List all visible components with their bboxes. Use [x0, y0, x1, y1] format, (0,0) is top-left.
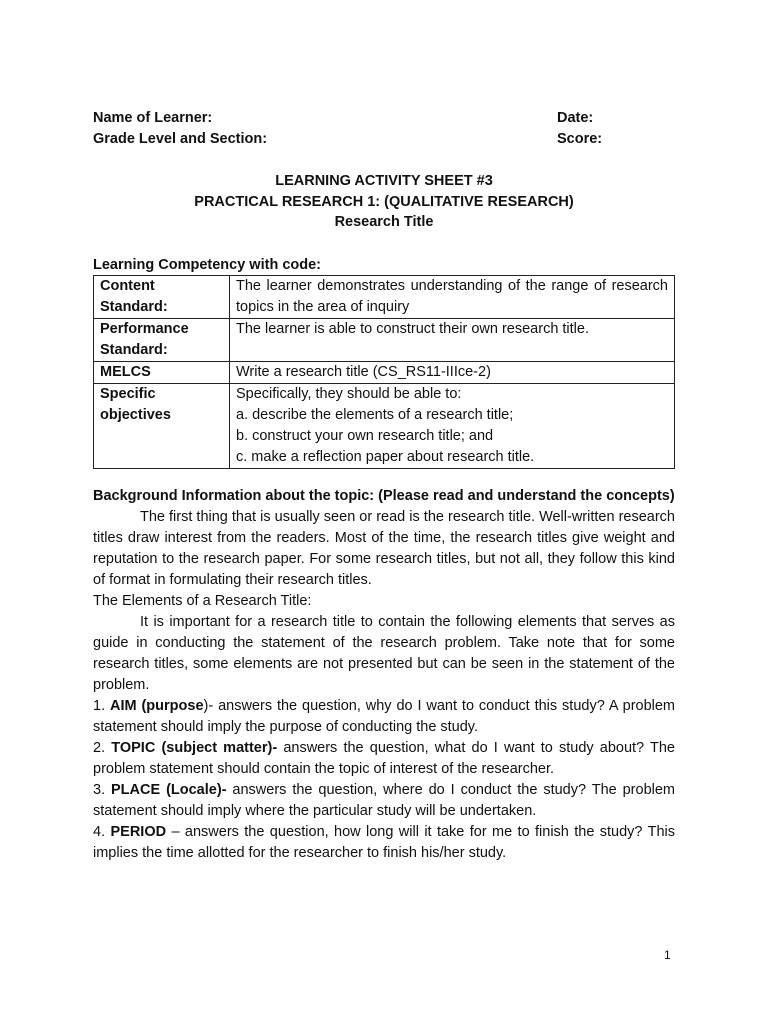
item-text: answers the question, how long will it take for me to finish the study? This implies the time allotted for the researcher to finish his/her study.: [93, 824, 676, 861]
sheet-title: LEARNING ACTIVITY SHEET #3: [275, 173, 493, 189]
item-term: AIM (purpose: [110, 698, 204, 714]
table-key: Content Standard:: [94, 276, 230, 319]
grade-level-label: Grade Level and Section:: [93, 131, 268, 147]
background-heading: Background Information about the topic: (Please read and understand the concepts): [93, 488, 675, 504]
subject-title: PRACTICAL RESEARCH 1: (QUALITATIVE RESEARCH): [194, 194, 574, 210]
objective-item: c. make a reflection paper about research title.: [236, 449, 535, 465]
table-row: [94, 362, 675, 384]
item-term: TOPIC (subject matter)-: [111, 740, 278, 756]
element-item-topic: [93, 738, 675, 780]
topic-title: Research Title: [334, 214, 434, 230]
objective-item: b. construct your own research title; and: [236, 428, 494, 444]
competency-table: [93, 275, 675, 469]
item-number: 3.: [93, 782, 112, 798]
table-row: [94, 319, 675, 362]
elements-paragraph: It is important for a research title to contain the following elements that serves as guide in conducting the statement of the research problem. Take note that for some research titles, some elements are not presented but can be seen in the statement of the problem.: [93, 614, 675, 693]
elements-heading: The Elements of a Research Title:: [93, 593, 312, 609]
item-text: answers the question, where do I conduct the study? The problem statement should imply where the particular study will be undertaken.: [93, 782, 675, 819]
date-label: Date:: [557, 110, 594, 126]
table-key: MELCS: [94, 362, 230, 384]
table-value: Write a research title (CS_RS11-IIIce-2): [230, 362, 675, 384]
name-of-learner-label: Name of Learner:: [93, 110, 213, 126]
table-key: Specific objectives: [94, 384, 230, 469]
table-value: The learner is able to construct their own research title.: [230, 319, 675, 362]
element-item-aim: [93, 696, 675, 738]
element-item-period: [93, 822, 675, 864]
objective-item: a. describe the elements of a research title;: [236, 407, 514, 423]
background-section: [93, 486, 675, 864]
item-separator: )-: [203, 698, 219, 714]
item-number: 2.: [93, 740, 112, 756]
item-number: 1.: [93, 698, 110, 714]
objective-intro: Specifically, they should be able to:: [236, 386, 462, 402]
item-text: answers the question, what do I want to study about? The problem statement should contain the topic of interest of the researcher.: [93, 740, 675, 777]
table-value: [230, 384, 675, 469]
item-number: 4.: [93, 824, 111, 840]
item-term: PERIOD: [110, 824, 167, 840]
competency-label: Learning Competency with code:: [93, 257, 321, 273]
score-label: Score:: [557, 131, 603, 147]
element-item-place: [93, 780, 675, 822]
page-number: 1: [664, 948, 671, 962]
table-value: The learner demonstrates understanding of the range of research topics in the area of inquiry: [230, 276, 675, 319]
item-separator: –: [166, 824, 185, 840]
table-key: Performance Standard:: [94, 319, 230, 362]
item-text: answers the question, why do I want to conduct this study? A problem statement should imply the purpose of conducting the study.: [93, 698, 676, 735]
table-row: [94, 384, 675, 469]
table-row: [94, 276, 675, 319]
background-paragraph: The first thing that is usually seen or read is the research title. Well-written research titles draw interest from the readers. Most of the time, the research titles give weight and reputation to the research paper. For some research titles, but not all, they follow this kind of format in formulating their research titles.: [93, 509, 675, 588]
item-term: PLACE (Locale)-: [111, 782, 227, 798]
